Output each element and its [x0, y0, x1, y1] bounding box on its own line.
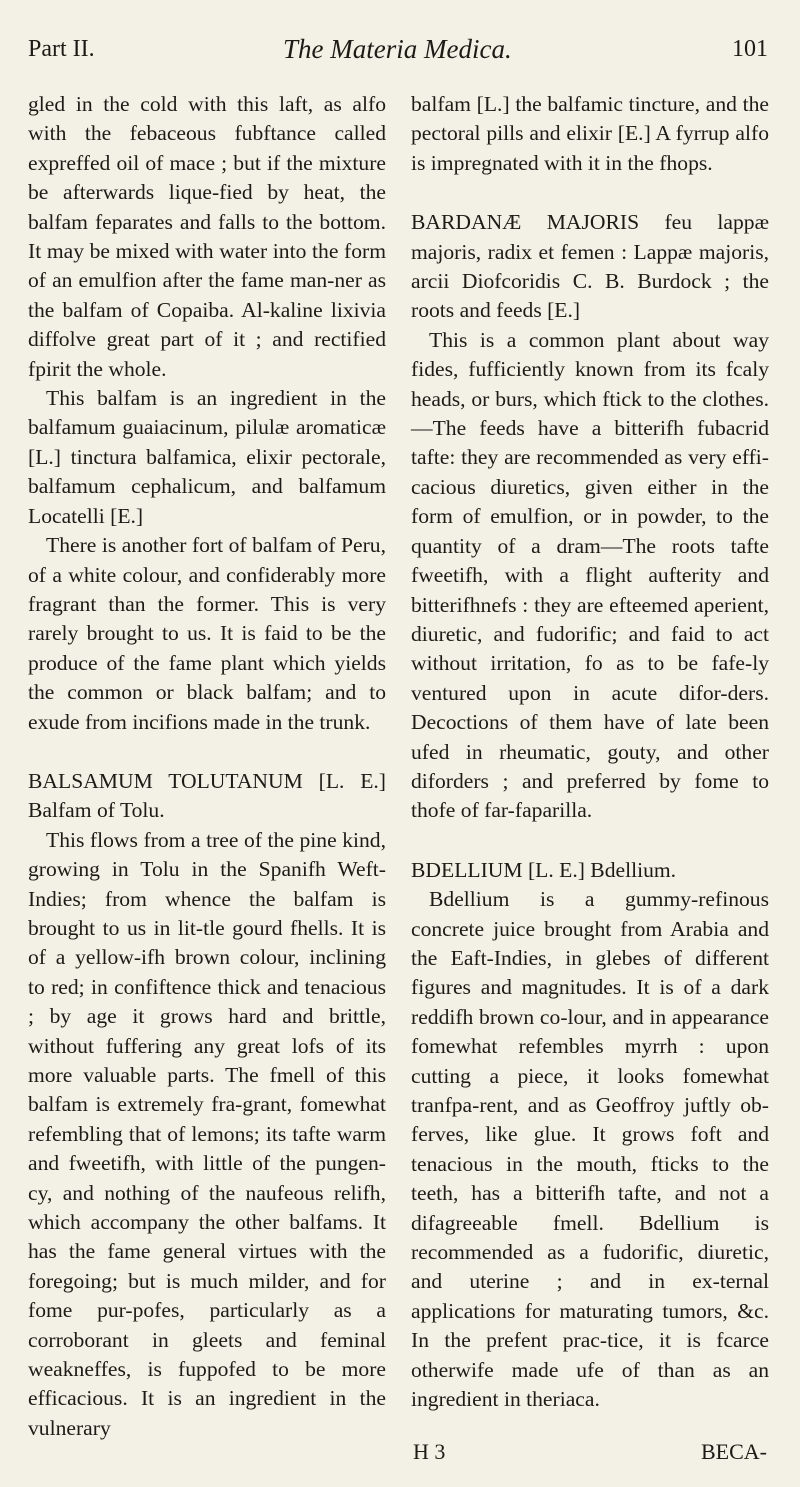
paragraph-ingredient: This balfam is an ingredient in the balfamum guaiacinum, pilulæ aromaticæ [L.] tinctura balfamica, elixir pectorale, balfamum cephalicum, and balfamum Locatelli [E.] — [28, 386, 386, 528]
running-title: The Materia Medica. — [283, 34, 512, 64]
part-label: Part II. — [28, 36, 95, 62]
paragraph-bdellium: Bdellium is a gummy-refinous concrete juice brought from Arabia and the Eaft-Indies, in glebes of different figures and magnitudes. It is of a dark reddifh brown co-lour, and in appearance fomewhat refembles myrrh : upon cutting a piece, it looks fomewhat tranfpa-rent, and as Geoffroy juftly ob-ferves, like glue. It grows foft and tenacious in the mouth, fticks to the teeth, has a bitterifh tafte, and not a difagreeable fmell. Bdellium is recommended as a fudorific, diuretic, and uterine ; and in ex-ternal applications for maturating tumors, &c. In the prefent prac-tice, it is fcarce otherwife made ufe of than as an ingredient in theriaca. — [411, 887, 769, 1412]
paragraph-burdock: This is a common plant about way fides, fufficiently known from its fcaly heads, or burs, which ftick to the clothes.—The feeds have a bitterifh fubacrid tafte: they are recommended as very effi-cacious diuretics, given either in the form of emulfion, or in powder, to the quantity of a dram—The roots tafte fweetifh, with a flight aufterity and bitterifhnefs : they are efteemed aperient, diuretic, and fudorific; and faid to act without irritation, fo as to be fafe-ly ventured upon in acute difor-ders. Decoctions of them have of late been ufed in rheumatic, gouty, and other diforders ; and preferred by fome to thofe of far-faparilla. — [411, 327, 769, 823]
paragraph-white-balsam: There is another fort of balfam of Peru, of a white colour, and confiderably more fragrant than the former. This is very rarely brought to us. It is faid to be the produce of the fame plant which yields the common or black balfam; and to exude from incifions made in the trunk. — [28, 533, 386, 734]
running-header — [28, 14, 772, 64]
paragraph-continuation-right: balfam [L.] the balfamic tincture, and the pectoral pills and elixir [E.] A fyrrup alfo is impregnated with it in the fhops. — [411, 92, 769, 175]
right-column — [411, 90, 769, 1414]
page-footer — [411, 1436, 769, 1468]
entry-heading-tolu: BALSAMUM TOLUTANUM [L. E.] Balfam of Tolu. — [28, 768, 386, 823]
signature-mark: H 3 — [413, 1439, 446, 1464]
paragraph-continuation: gled in the cold with this laft, as alfo with the febaceous fubftance called expreffed oil of mace ; but if the mixture be afterwards lique-fied by heat, the balfam feparates and falls to the bottom. It may be mixed with water into the form of an emulfion after the fame man-ner as the balfam of Copaiba. Al-kaline lixivia diffolve great part of it ; and rectified fpirit the whole. — [28, 92, 386, 381]
left-column — [28, 90, 386, 1443]
paragraph-tolu: This flows from a tree of the pine kind, growing in Tolu in the Spanifh Weft-Indies; from whence the balfam is brought to us in lit-tle gourd fhells. It is of a yellow-ifh brown colour, inclining to red; in confiftence thick and tenacious ; by age it grows hard and brittle, without fuffering any great lofs of its more valuable parts. The fmell of this balfam is extremely fra-grant, fomewhat refembling that of lemons; its tafte warm and fweetifh, with little of the pungen-cy, and nothing of the naufeous relifh, which accompany the other balfams. It has the fame general virtues with the foregoing; but is much milder, and for fome pur-pofes, particularly as a corroborant in gleets and feminal weakneffes, is fuppofed to be more efficacious. It is an ingredient in the vulnerary — [28, 827, 386, 1440]
catchword: BECA- — [701, 1439, 767, 1464]
page-number: 101 — [732, 36, 768, 62]
entry-heading-bdellium: BDELLIUM [L. E.] Bdellium. — [411, 857, 677, 882]
entry-heading-bardana: BARDANÆ MAJORIS feu lappæ majoris, radix et femen : Lappæ majoris, arcii Diofcoridis C. B. Burdock ; the roots and feeds [E.] — [411, 210, 769, 323]
